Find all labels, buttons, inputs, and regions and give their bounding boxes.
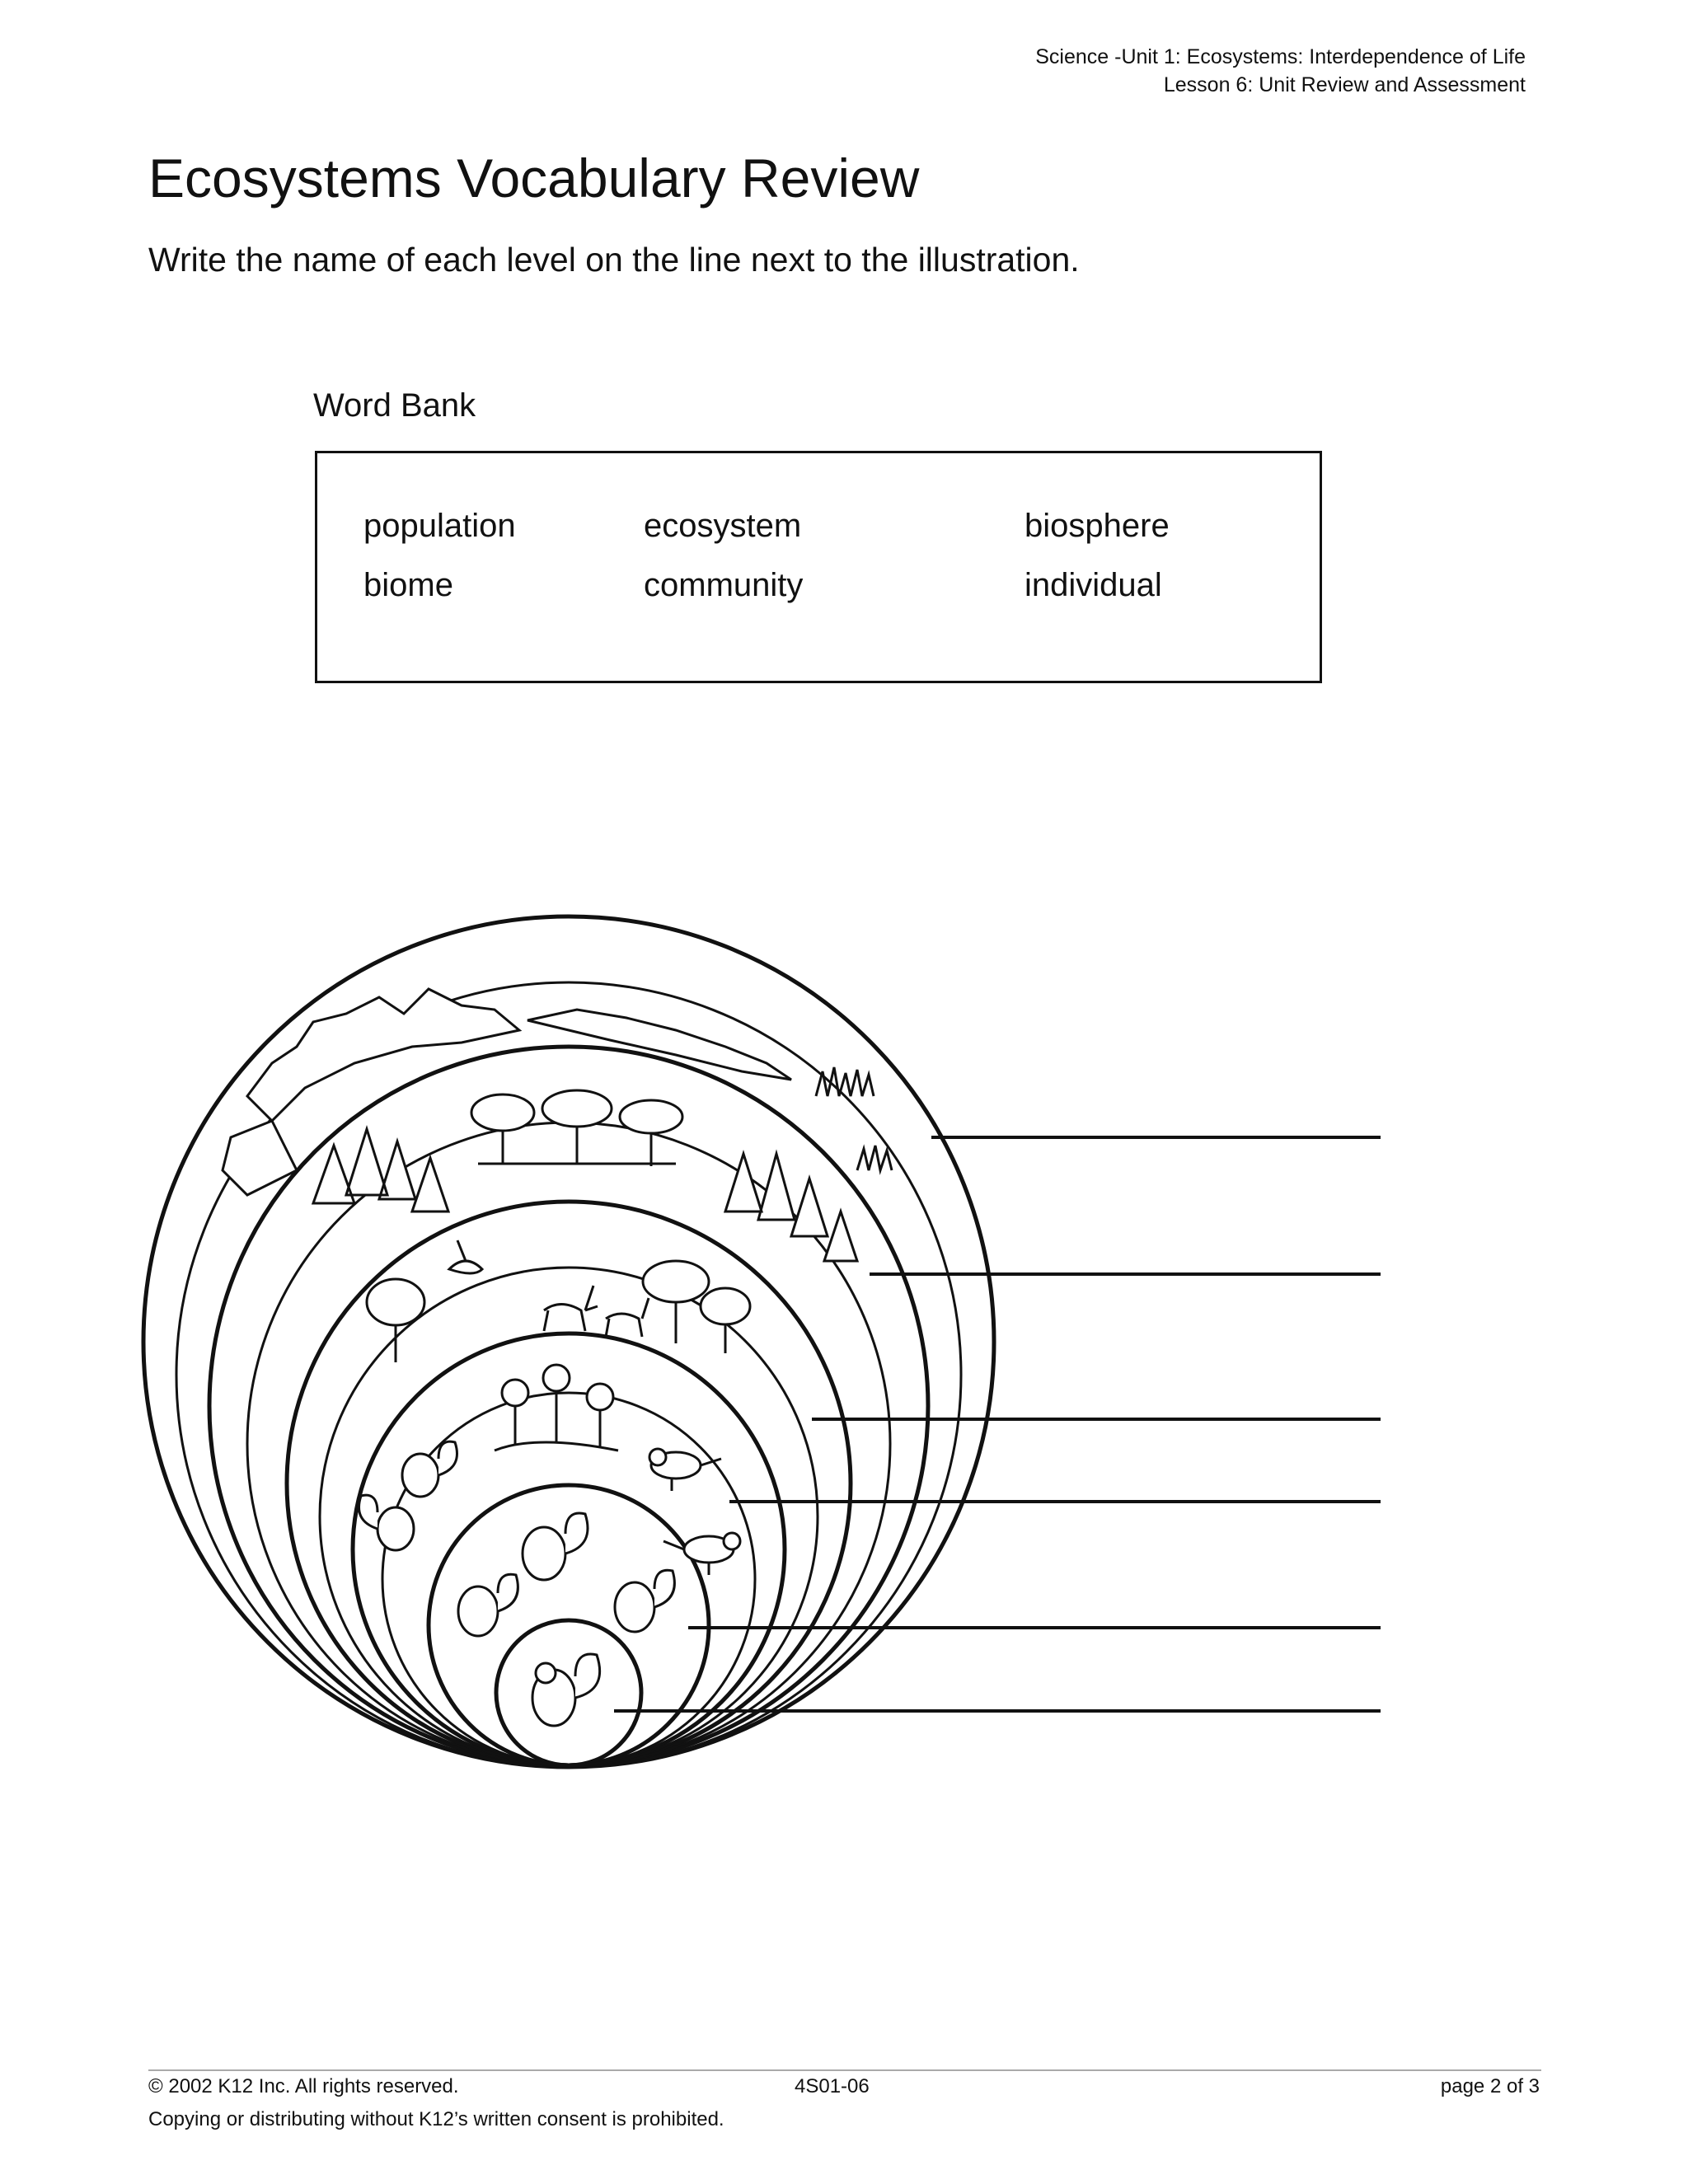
word-bank-word: population [363, 508, 516, 544]
songbird-icon [649, 1449, 740, 1575]
biome-circle [209, 1047, 928, 1765]
instructions: Write the name of each level on the line next to the illustration. [148, 241, 1080, 279]
word-bank-word: ecosystem [644, 508, 802, 544]
flowers-icon [495, 1365, 618, 1451]
footer-code: 4S01-06 [795, 2075, 870, 2097]
squirrel-group-icon [458, 1513, 674, 1636]
word-bank-word: community [644, 567, 804, 603]
page-title: Ecosystems Vocabulary Review [148, 148, 920, 209]
header [1035, 43, 1526, 99]
word-bank-label: Word Bank [313, 387, 476, 424]
conifer-trees-icon [313, 1129, 857, 1261]
word-bank-word: individual [1025, 567, 1162, 603]
ecosystem-levels-diagram [0, 890, 1688, 1797]
footer-page: page 2 of 3 [1440, 2075, 1540, 2097]
bird-flying-icon [449, 1240, 482, 1273]
single-squirrel-icon [532, 1654, 600, 1726]
header-unit: Science -Unit 1: Ecosystems: Interdependence of Life [1035, 45, 1526, 68]
footer-rule [148, 2069, 1541, 2071]
word-bank-word: biome [363, 567, 453, 603]
header-lesson: Lesson 6: Unit Review and Assessment [1163, 73, 1526, 96]
word-bank-box [315, 451, 1322, 683]
footer-notice: Copying or distributing without K12’s written consent is prohibited. [148, 2108, 724, 2130]
savanna-trees-icon [471, 1090, 682, 1166]
word-bank-word: biosphere [1025, 508, 1170, 544]
footer-copyright: © 2002 K12 Inc. All rights reserved. [148, 2075, 459, 2097]
biosphere-circle [143, 916, 994, 1767]
deer-icon [544, 1286, 649, 1337]
